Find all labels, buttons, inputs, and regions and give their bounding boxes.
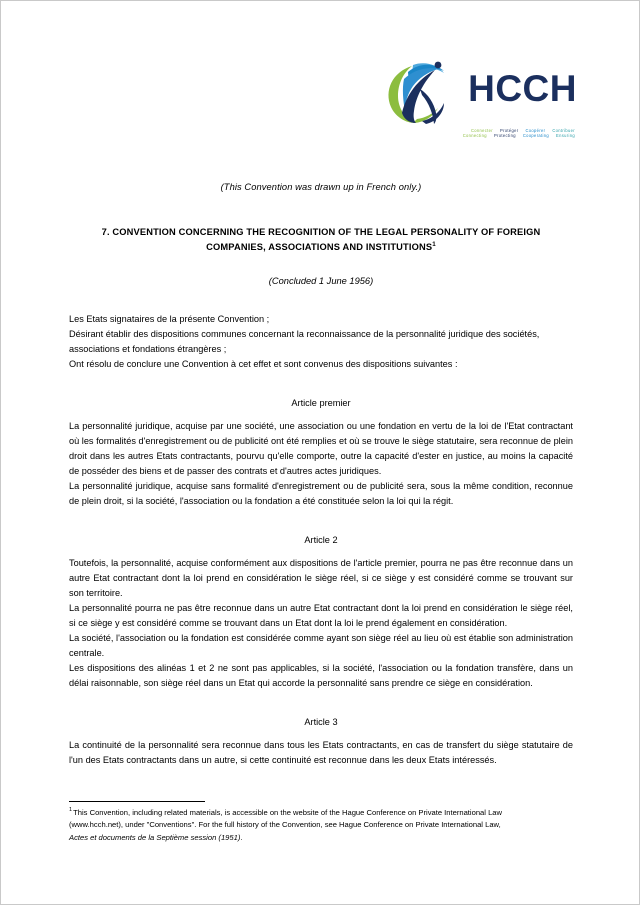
footnote-text-before: This Convention, including related materials, is accessible on the website of the Hague Conference on Private International Law (www.hcch.net), under "Conventions". For the full history of the Convention, see Hague Conference on Private International Law, [69,808,502,830]
language-note: (This Convention was drawn up in French only.) [220,182,422,192]
footnote-text [69,807,519,844]
tagline-en-3: Cooperating [522,133,550,139]
footnote-block [69,801,519,844]
tagline-en-4: Ensuring [556,133,575,139]
tagline-en-2: Protecting [493,133,516,139]
preamble-line: Désirant établir des dispositions communes concernant la reconnaissance de la personnalité juridique des sociétés, associations et fondations étrangères ; [69,329,540,355]
article-2-body [69,556,573,691]
article-paragraph: La personnalité juridique, acquise sans formalité d'enregistrement ou de publicité sera, sous la même condition, reconnue de plein droit, si la société, l'association ou la fondation a été constituée selon la loi qui la régit. [69,481,573,507]
article-paragraph: Toutefois, la personnalité, acquise conformément aux dispositions de l'article premier, pourra ne pas être reconnue dans un autre Etat contractant dont la loi prend en considération le siège réel, si ce siège y est considéré comme se trouvant sur son territoire. [69,558,573,599]
article-heading-2: Article 2 [304,535,338,546]
article-1-body [69,419,573,509]
preamble-line: Les Etats signataires de la présente Convention ; [69,314,270,325]
tagline-fr-4: Contribuer [552,128,575,133]
tagline-fr-2: Protéger [499,128,519,133]
document-body [69,1,573,768]
article-paragraph: La continuité de la personnalité sera reconnue dans tous les Etats contractants, en cas de transfert du siège statutaire de l'un des Etats contractants dans un autre, si cette continuité est reconnue dans les deux Etats intéressés. [69,740,573,766]
page-title-text: 7. CONVENTION CONCERNING THE RECOGNITION OF THE LEGAL PERSONALITY OF FOREIGN COMPANIES, ASSOCIATIONS AND INSTITUTIONS [101,227,541,253]
tagline-fr-3: Coopérer [525,128,546,133]
article-paragraph: La personnalité pourra ne pas être reconnue dans un autre Etat contractant dont la loi prend en considération le siège réel, si ce siège y est considéré comme se trouvant dans un Etat dont la loi le prend également en considération. [69,603,573,629]
preamble-line: Ont résolu de conclure une Convention à cet effet et sont convenus des dispositions suivantes : [69,359,458,370]
article-heading-3: Article 3 [304,717,338,728]
footnote-separator [69,801,205,802]
preamble [69,312,573,372]
article-paragraph: La société, l'association ou la fondation est considérée comme ayant son siège réel au lieu où est établie son administration centrale. [69,633,573,659]
footnote-text-after: . [240,832,243,842]
tagline-fr-1: Connecter [470,128,493,133]
article-3-body [69,738,573,768]
concluded-date: (Concluded 1 June 1956) [268,276,374,287]
article-heading-1: Article premier [291,398,351,409]
footnote-marker: 1 [69,807,73,814]
footnote-citation-italic: Actes et documents de la Septième session (1951) [69,832,241,842]
tagline-en-1: Connecting [462,133,487,139]
page-title [69,225,573,255]
hcch-wordmark: HCCH [468,67,577,109]
article-paragraph: Les dispositions des alinéas 1 et 2 ne sont pas applicables, si la société, l'association ou la fondation transfère, dans un délai raisonnable, son siège réel dans un Etat qui accorde la personnalité sans prendre ce siège en considération. [69,663,573,689]
article-paragraph: La personnalité juridique, acquise par une société, une association ou une fondation en vertu de la loi de l'Etat contractant où les formalités d'enregistrement ou de publicité ont été remplies et où se trouve le siège statutaire, sera reconnue de plein droit dans les autres Etats contractants, pourvu qu'elle comporte, outre la capacité d'ester en justice, au moins la capacité de posséder des biens et de passer des contrats et d'autres actes juridiques. [69,421,573,477]
title-footnote-marker: 1 [432,240,436,248]
